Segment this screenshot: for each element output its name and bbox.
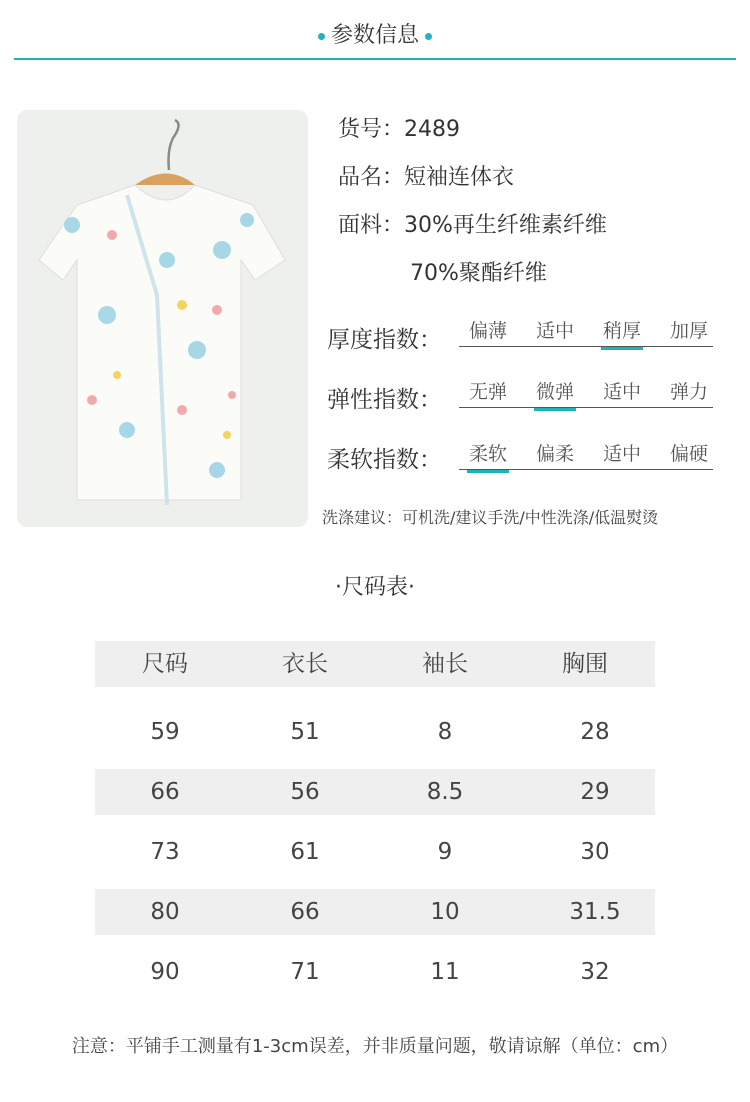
- table-header-cell: 袖长: [422, 651, 468, 677]
- table-cell: 29: [580, 779, 610, 805]
- product-name: 品名：短袖连体衣: [338, 165, 515, 190]
- elasticity-option: 弹力: [669, 381, 708, 403]
- elasticity-option: 微弹: [528, 377, 582, 404]
- table-header-row: [95, 641, 655, 687]
- bullet-dot-icon: [425, 33, 432, 40]
- table-row: [95, 709, 655, 755]
- table-cell: 11: [430, 959, 460, 985]
- table-cell: 9: [437, 839, 453, 865]
- table-cell: 28: [580, 719, 610, 745]
- table-header-cell: 胸围: [562, 651, 608, 677]
- table-row: [95, 949, 655, 995]
- item-number: 货号：2489: [338, 117, 460, 142]
- table-cell: 8.5: [426, 779, 464, 805]
- table-header-cell: 衣长: [282, 651, 328, 677]
- table-cell: 8: [437, 719, 453, 745]
- table-cell: 61: [290, 839, 320, 865]
- elasticity-option: 无弹: [468, 381, 507, 403]
- thickness-option: 适中: [535, 320, 574, 342]
- table-cell: 30: [580, 839, 610, 865]
- table-cell: 10: [430, 899, 460, 925]
- table-row: [95, 829, 655, 875]
- softness-option: 适中: [602, 443, 641, 465]
- romper-illustration: [17, 110, 308, 527]
- table-row: [95, 889, 655, 935]
- table-cell: 71: [290, 959, 320, 985]
- thickness-option: 稍厚: [595, 316, 649, 343]
- fabric-line-2: 70%聚酯纤维: [410, 261, 547, 286]
- table-cell: 51: [290, 719, 320, 745]
- measurement-note: 注意：平铺手工测量有1-3cm误差，并非质量问题，敬请谅解（单位：cm）: [71, 1036, 679, 1057]
- table-cell: 66: [150, 779, 180, 805]
- table-cell: 32: [580, 959, 610, 985]
- table-cell: 59: [150, 719, 180, 745]
- thickness-index-scale: [459, 316, 713, 347]
- table-cell: 31.5: [569, 899, 621, 925]
- softness-option: 柔软: [461, 439, 515, 466]
- table-cell: 73: [150, 839, 180, 865]
- table-cell: 80: [150, 899, 180, 925]
- softness-option: 偏柔: [535, 443, 574, 465]
- table-cell: 66: [290, 899, 320, 925]
- table-header-cell: 尺码: [142, 651, 188, 677]
- softness-option: 偏硬: [669, 443, 708, 465]
- bullet-dot-icon: [318, 33, 325, 40]
- section-header: [0, 18, 750, 49]
- thickness-index-label: 厚度指数：: [327, 327, 442, 353]
- thickness-option: 偏薄: [468, 320, 507, 342]
- softness-index-scale: [459, 439, 713, 470]
- elasticity-index-label: 弹性指数：: [327, 387, 442, 413]
- washing-advice: 洗涤建议：可机洗/建议手洗/中性洗涤/低温熨烫: [322, 508, 659, 527]
- softness-index-label: 柔软指数：: [327, 447, 442, 473]
- table-cell: 56: [290, 779, 320, 805]
- size-chart-title: ·尺码表·: [335, 575, 415, 600]
- table-cell: 90: [150, 959, 180, 985]
- product-photo: [17, 110, 308, 527]
- section-title: 参数信息: [330, 23, 419, 48]
- elasticity-option: 适中: [602, 381, 641, 403]
- table-row: [95, 769, 655, 815]
- fabric-line-1: 面料：30%再生纤维素纤维: [338, 213, 607, 238]
- header-divider: [14, 58, 736, 60]
- thickness-option: 加厚: [669, 320, 708, 342]
- elasticity-index-scale: [459, 377, 713, 408]
